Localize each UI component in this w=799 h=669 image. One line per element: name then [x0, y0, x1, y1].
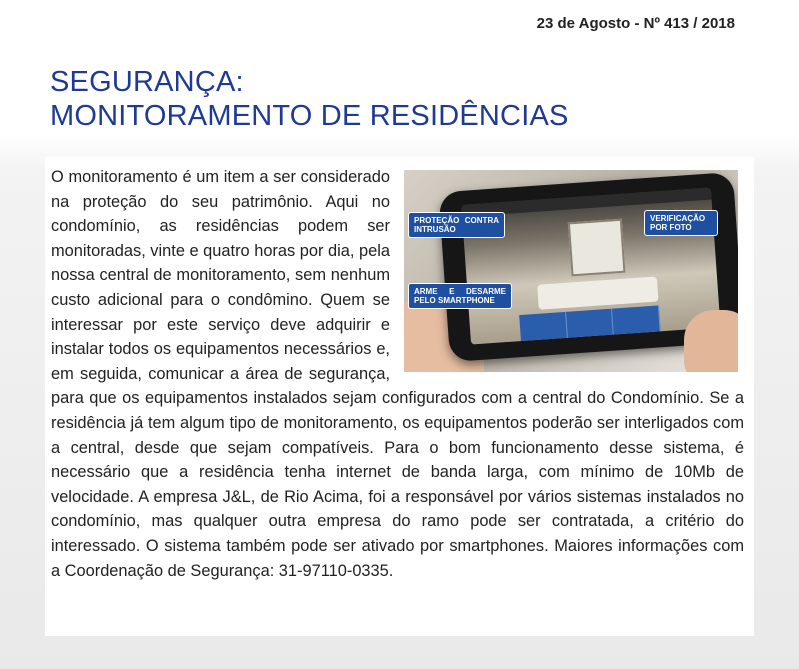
- title-line-2: MONITORAMENTO DE RESIDÊNCIAS: [50, 100, 569, 132]
- article-card: [45, 157, 754, 636]
- sofa-shape: [537, 276, 658, 309]
- article-body: O monitoramento é um item a ser considerado na proteção do seu patrimônio. Aqui no condomínio, as residências podem ser monitoradas, vinte e quatro horas por dia, pela nossa central de monitoramento, sem nenhum custo adicional para o condômino. Quem se interessar por este serviço deve adquirir e instalar todos os equipamentos necessários e, em seguida, comunicar a área de segurança, para que os equipamentos instalados sejam configurados com a central do Condomínio. Se a residência já tem algum tipo de monitoramento, os equipamentos poderão ser interligados com a central, desde que sejam compatíveis. Para o bom funcionamento desse sistema, é necessário que a residência tenha internet de banda larga, com mínimo de 10Mb de velocidade. A empresa J&L, de Rio Acima, foi a responsável por vários sistemas instalados no condomínio, mas qualquer outra empresa do ramo pode ser contratada, a critério do interessado. O sistema também pode ser ativado por smartphones. Maiores informações com a Coordenação de Segurança: 31-97110-0335.: [51, 168, 744, 580]
- app-nav-bar: [519, 305, 660, 341]
- window-shape: [568, 219, 626, 277]
- callout-arm-disarm: ARME E DESARME PELO SMARTPHONE: [408, 283, 512, 309]
- article-text: [51, 165, 744, 583]
- thumb-shape: [684, 310, 738, 372]
- smartphone-monitoring-photo: [404, 170, 738, 372]
- callout-intrusion: PROTEÇÃO CONTRA INTRUSÃO: [408, 212, 505, 238]
- article-title: [50, 65, 569, 133]
- issue-date: 23 de Agosto - Nº 413 / 2018: [536, 15, 735, 32]
- title-line-1: SEGURANÇA:: [50, 66, 244, 98]
- callout-photo-verification: VERIFICAÇÃO POR FOTO: [644, 210, 718, 236]
